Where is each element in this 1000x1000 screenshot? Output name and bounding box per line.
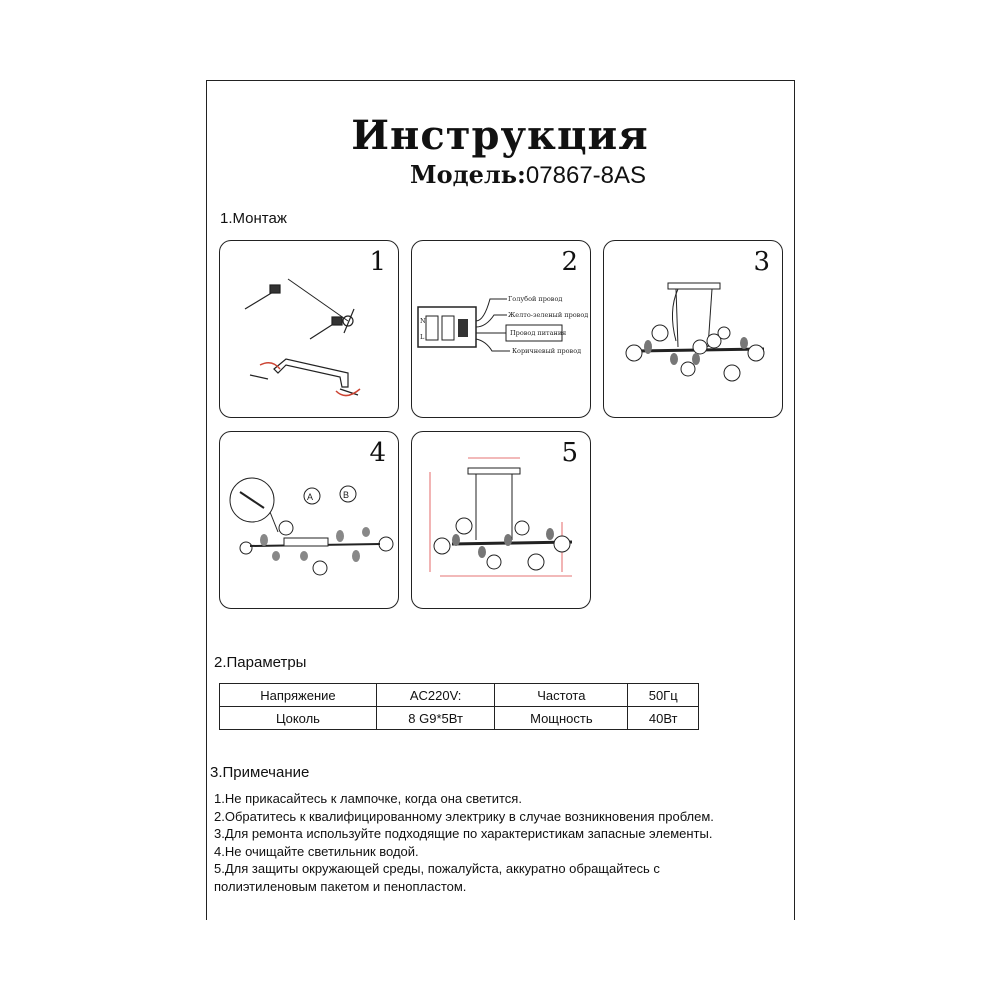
model-label: Модель: [410, 160, 526, 189]
wire-label-yellow-green: Желто-зеленый провод [508, 311, 589, 319]
param-value-voltage: AC220V: [376, 684, 494, 707]
section-params-heading: 2.Параметры [214, 654, 307, 671]
list-item: 5.Для защиты окружающей среды, пожалуйста, аккуратно обращайтесь с [214, 861, 660, 877]
terminal-label: L [420, 333, 425, 341]
table-row [220, 707, 699, 730]
panel-3 [603, 240, 783, 418]
param-label-socket: Цоколь [220, 707, 377, 730]
model-value: 07867-8AS [525, 162, 647, 189]
list-item: 1.Не прикасайтесь к лампочке, когда она светится. [214, 791, 522, 806]
param-value-frequency: 50Гц [628, 684, 699, 707]
panel-number: 5 [561, 438, 578, 468]
panel-number: 4 [369, 438, 386, 468]
model-line [410, 160, 646, 190]
section-mount-heading: 1.Монтаж [220, 210, 287, 227]
param-label-power: Мощность [495, 707, 628, 730]
part-label-b: B [343, 490, 350, 500]
list-item: 4.Не очищайте светильник водой. [214, 843, 419, 859]
param-label-frequency: Частота [495, 684, 628, 707]
wiring-illustration [412, 241, 590, 417]
param-label-voltage: Напряжение [220, 684, 377, 707]
panel-4 [219, 431, 399, 609]
wire-label-power: Провод питания [510, 329, 567, 337]
wire-label-blue: Голубой провод [508, 295, 563, 303]
param-value-power: 40Вт [628, 707, 699, 730]
shade-assembly-illustration [220, 432, 398, 608]
params-table [219, 683, 699, 730]
table-row [220, 684, 699, 707]
page-title: Инструкция [351, 112, 649, 159]
mount-bracket-illustration [220, 241, 398, 417]
list-item: полиэтиленовым пакетом и пенопластом. [214, 878, 467, 894]
panel-5 [411, 431, 591, 609]
panel-number: 3 [753, 247, 770, 277]
part-label-a: A [307, 492, 314, 502]
assembled-chandelier-illustration [604, 241, 782, 417]
param-value-socket: 8 G9*5Вт [376, 707, 494, 730]
list-item: 2.Обратитесь к квалифицированному электрику в случае возникновения проблем. [214, 808, 714, 824]
panel-1 [219, 240, 399, 418]
wire-label-brown: Коричневый провод [512, 347, 582, 355]
panel-number: 2 [561, 247, 578, 277]
panel-number: 1 [369, 247, 386, 277]
panel-2 [411, 240, 591, 418]
dimensions-illustration [412, 432, 590, 608]
section-notes-heading: 3.Примечание [210, 764, 310, 781]
list-item: 3.Для ремонта используйте подходящие по характеристикам запасные элементы. [214, 826, 713, 842]
notes-list [214, 790, 714, 896]
terminal-label: N [420, 317, 426, 325]
